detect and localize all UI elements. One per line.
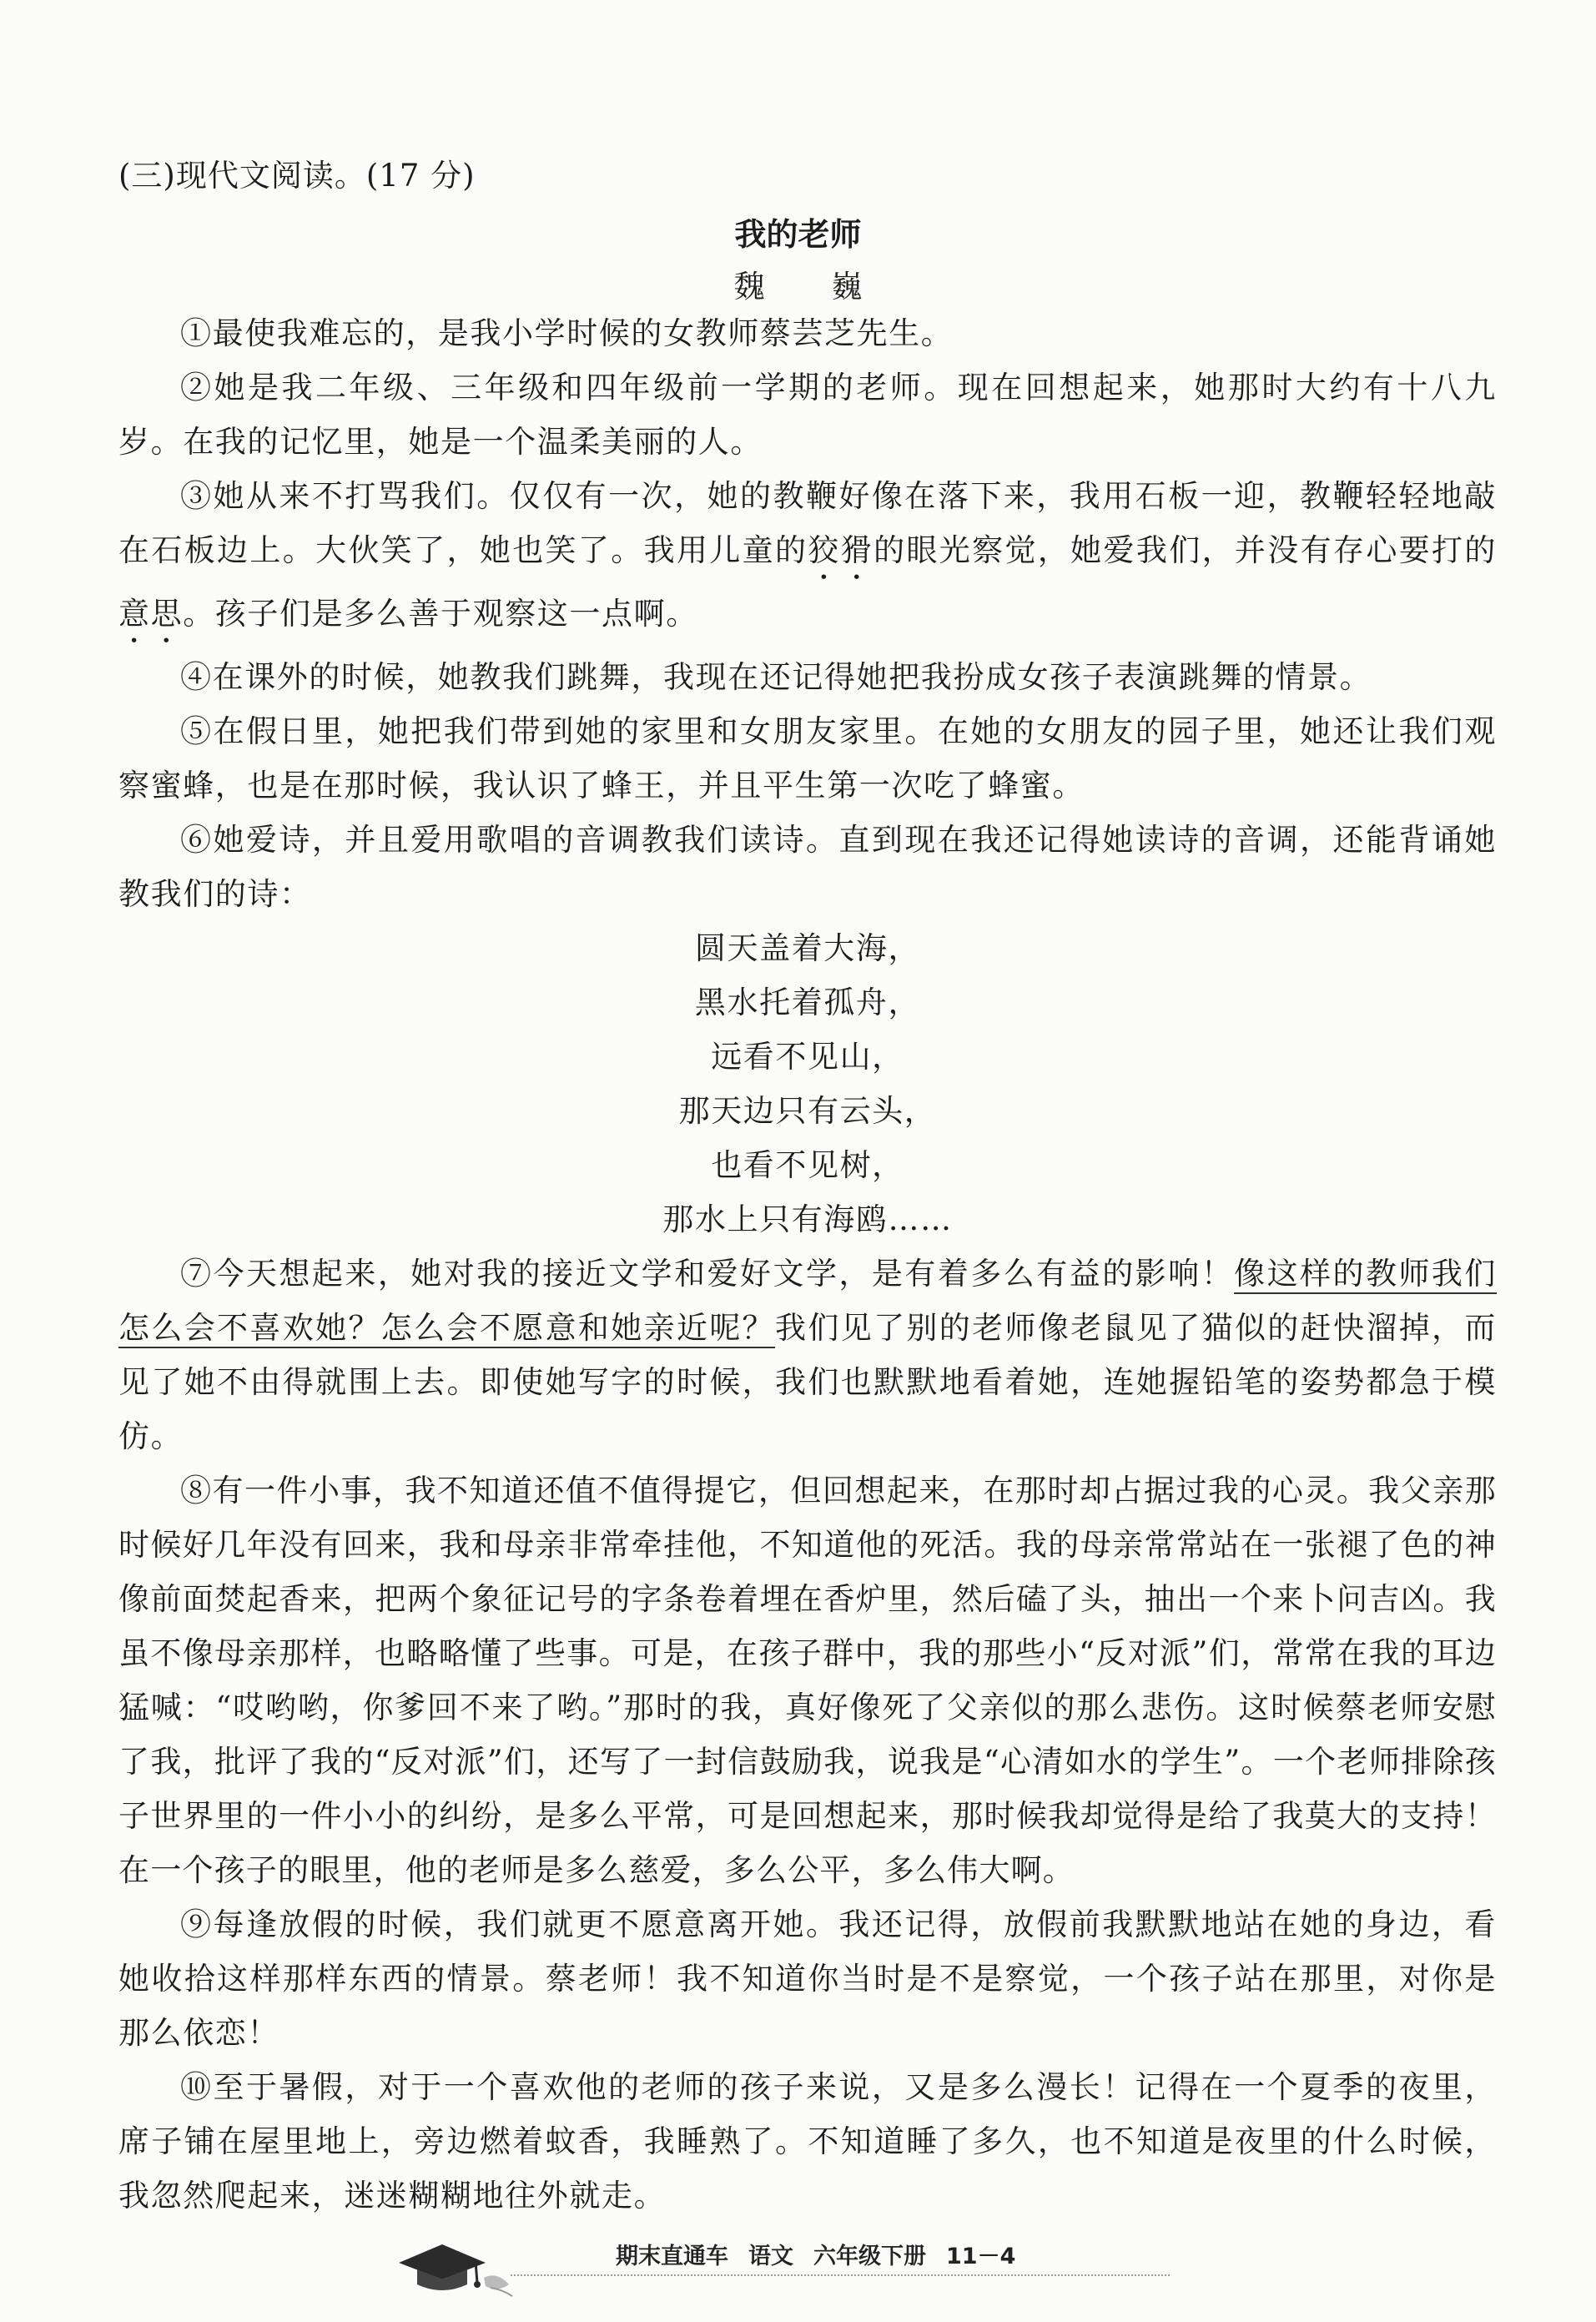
underlined-sentence: 像这样的教师我们怎么会不喜欢她？怎么会不愿意和她亲近呢？ — [118, 1256, 1497, 1346]
poem-line: 圆天盖着大海， — [694, 930, 921, 966]
essay-title: 我的老师 — [734, 216, 862, 253]
paragraph-9: ⑨每逢放假的时候，我们就更不愿意离开她。我还记得，放假前我默默地站在她的身边，看她收拾这样那样东西的情景。蔡老师！我不知道你当时是不是察觉，一个孩子站在那里，对你是那么依恋！ — [118, 1906, 1497, 2051]
footer-grade: 六年级下册 — [813, 2244, 926, 2269]
paragraph-1: ①最使我难忘的，是我小学时候的女教师蔡芸芝先生。 — [180, 315, 954, 351]
essay-author: 魏 巍 — [733, 269, 891, 305]
footer-caption — [616, 2238, 1035, 2270]
poem — [118, 921, 1497, 1247]
paragraph-3-part-b: 的眼光察觉，她爱我们，并没有存心要打的 — [874, 532, 1497, 568]
paragraph-3-part-a: ③她从来不打骂我们。仅仅有一次，她的教鞭好像在落下来，我用石板一迎，教鞭轻轻地敲在石板边上。大伙笑了，她也笑了。我用儿童的 — [118, 478, 1497, 568]
paragraph-7 — [118, 1247, 1497, 1463]
footer-page-number: 11－4 — [946, 2244, 1016, 2269]
paragraph-3 — [118, 469, 1497, 650]
paragraph-7-part-b: 我们见了别的老师像老鼠见了猫似的赶快溜掉，而见了她不由得就围上去。即使她写字的时候，我们也默默地看着她，连她握铅笔的姿势都急于模仿。 — [118, 1310, 1498, 1454]
footer-book: 期末直通车 — [616, 2244, 728, 2269]
graduation-cap-icon — [392, 2219, 517, 2299]
paragraph-6: ⑥她爱诗，并且爱用歌唱的音调教我们读诗。直到现在我还记得她读诗的音调，还能背诵她教我们的诗： — [118, 822, 1497, 912]
paragraph-8: ⑧有一件小事，我不知道还值不值得提它，但回想起来，在那时却占据过我的心灵。我父亲那时候好几年没有回来，我和母亲非常牵挂他，不知道他的死活。我的母亲常常站在一张褪了色的神像前面焚起香来，把两个象征记号的字条卷着埋在香炉里，然后磕了头，抽出一个来卜问吉凶。我虽不像母亲那样，也略略懂了些事。可是，在孩子群中，我的那些小“反对派”们，常常在我的耳边猛喊：“哎哟哟，你爹回不来了哟。”那时的我，真好像死了父亲似的那么悲伤。这时候蔡老师安慰了我，批评了我的“反对派”们，还写了一封信鼓励我，说我是“心清如水的学生”。一个老师排除孩子世界里的一件小小的纠纷，是多么平常，可是回想起来，那时候我却觉得是给了我莫大的支持！在一个孩子的眼里，他的老师是多么慈爱，多么公平，多么伟大啊。 — [118, 1473, 1497, 1888]
emphasized-word-jiaohua: 狡猾 — [808, 532, 874, 568]
footer-subject: 语文 — [748, 2244, 793, 2269]
section-heading: (三)现代文阅读。(17 分) — [118, 158, 476, 194]
paragraph-4: ④在课外的时候，她教我们跳舞，我现在还记得她把我扮成女孩子表演跳舞的情景。 — [180, 659, 1372, 695]
poem-line: 也看不见树， — [711, 1147, 904, 1183]
paragraph-10: ⑩至于暑假，对于一个喜欢他的老师的孩子来说，又是多么漫长！记得在一个夏季的夜里，席子铺在屋里地上，旁边燃着蚊香，我睡熟了。不知道睡了多久，也不知道是夜里的什么时候，我忽然爬起来，迷迷糊糊地往外就走。 — [118, 2069, 1497, 2214]
emphasized-word-yisi: 意思 — [118, 596, 184, 632]
poem-line: 那水上只有海鸥…… — [662, 1201, 953, 1237]
poem-line: 远看不见山， — [711, 1039, 904, 1075]
poem-line: 那天边只有云头， — [678, 1093, 937, 1129]
page-footer — [0, 2219, 1596, 2303]
paragraph-2: ②她是我二年级、三年级和四年级前一学期的老师。现在回想起来，她那时大约有十八九岁。在我的记忆里，她是一个温柔美丽的人。 — [118, 370, 1497, 460]
paragraph-3-part-c: 。孩子们是多么善于观察这一点啊。 — [183, 596, 698, 632]
paragraph-5: ⑤在假日里，她把我们带到她的家里和女朋友家里。在她的女朋友的园子里，她还让我们观察蜜蜂，也是在那时候，我认识了蜂王，并且平生第一次吃了蜂蜜。 — [118, 713, 1497, 803]
poem-line: 黑水托着孤舟， — [694, 985, 921, 1020]
footer-divider — [511, 2274, 1170, 2281]
essay-body — [118, 306, 1497, 2223]
paragraph-7-part-a: ⑦今天想起来，她对我的接近文学和爱好文学，是有着多么有益的影响！ — [180, 1256, 1235, 1292]
